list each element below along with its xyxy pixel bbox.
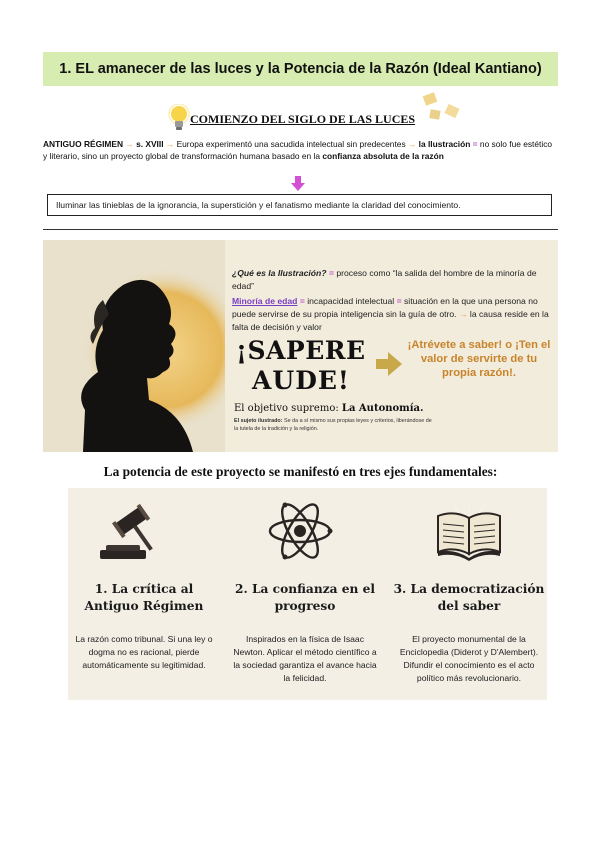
- sapere-line-1: ¡SAPERE: [236, 336, 366, 365]
- paper-notes-icon: [418, 92, 468, 126]
- minoria-def-1: incapacidad intelectual: [307, 296, 395, 306]
- minoria-def-2: situación en la que una persona no puede servirse de su propia inteligencia sin la guía de otro.: [232, 296, 538, 319]
- axis-2-body: Inspirados en la física de Isaac Newton. Aplicar el método científico a la sociedad garantiza el avance hacia la felicidad.: [233, 634, 377, 683]
- atom-icon: [265, 500, 335, 562]
- equals-icon: =: [396, 296, 402, 306]
- intro-text: Europa experimentó una sacudida intelectual sin predecentes: [176, 139, 406, 149]
- minoria-term: Minoría de edad: [232, 296, 298, 306]
- equals-icon: =: [472, 139, 478, 149]
- page-title: 1. EL amanecer de las luces y la Potencia de la Razón (Ideal Kantiano): [59, 61, 542, 77]
- sapere-aude-heading: [234, 336, 366, 398]
- intro-century: s. XVIII: [136, 139, 164, 149]
- statement-box: [47, 194, 552, 216]
- lightbulb-icon: [168, 104, 190, 132]
- axis-2-title: 2. La confianza en el progreso: [234, 582, 375, 613]
- axis-1-title: 1. La crítica al Antiguo Régimen: [84, 582, 204, 613]
- arrow-right-icon: →: [125, 139, 134, 149]
- equals-icon: =: [299, 296, 305, 306]
- question-label: ¿Qué es la Ilustración?: [232, 268, 327, 278]
- sujeto-text: Se da a sí mismo sus propias leyes y criterios, liberándose de la tutela de la tradición y la religión.: [234, 418, 432, 432]
- page-title-banner: [43, 52, 558, 86]
- arrow-right-icon: →: [165, 139, 175, 149]
- intro-antiguo-regimen: ANTIGUO RÉGIMEN: [43, 139, 124, 149]
- question-definition: proceso como “la salida del hombre de la minoría de edad”: [232, 268, 537, 291]
- axis-1-body: La razón como tribunal. Si una ley o dogma no es racional, pierde automáticamente su legitimidad.: [75, 634, 213, 670]
- objetivo-line: [234, 403, 424, 414]
- sujeto-note: [234, 418, 434, 433]
- axes-heading: La potencia de este proyecto se manifestó en tres ejes fundamentales:: [103, 464, 498, 479]
- arrow-right-icon: →: [407, 139, 417, 149]
- gavel-icon: [94, 500, 164, 562]
- objetivo-value: La Autonomía.: [341, 403, 424, 414]
- intro-paragraph: [43, 139, 558, 162]
- kant-portrait: [43, 240, 225, 452]
- objetivo-label: El objetivo supremo:: [234, 403, 339, 414]
- arrow-down-icon: [290, 176, 306, 192]
- section-title: COMIENZO DEL SIGLO DE LAS LUCES: [190, 112, 416, 126]
- sujeto-label: El sujeto ilustrado:: [234, 418, 283, 424]
- open-book-icon: [434, 500, 504, 562]
- axis-3-title: 3. La democratización del saber: [393, 582, 545, 613]
- minoria-def-3: la causa reside en la falta de decisión y valor: [232, 309, 549, 332]
- atrevete-motto: ¡Atrévete a saber! o ¡Ten el valor de servirte de tu propia razón!.: [407, 339, 551, 379]
- intro-ilustracion: la Ilustración: [418, 139, 471, 149]
- intro-confianza: confianza absoluta de la razón: [322, 150, 444, 161]
- intro-text-2: no solo fue estético y literario, sino un proyecto global de transformación humana basado en la: [43, 139, 553, 161]
- statement-text: Iluminar las tinieblas de la ignorancia, la superstición y el fanatismo mediante la claridad del conocimiento.: [56, 200, 461, 210]
- axis-3-body: El proyecto monumental de la Enciclopedia (Diderot y D'Alembert). Difundir el conocimiento es el acto político más revolucionario.: [399, 634, 539, 683]
- equals-icon: =: [328, 268, 334, 278]
- divider: [43, 229, 558, 230]
- sapere-line-2: AUDE!: [252, 366, 350, 395]
- arrow-right-icon: [376, 352, 402, 376]
- kant-definitions: [232, 267, 552, 334]
- arrow-right-icon: →: [458, 309, 468, 319]
- kant-silhouette-image: [43, 240, 225, 452]
